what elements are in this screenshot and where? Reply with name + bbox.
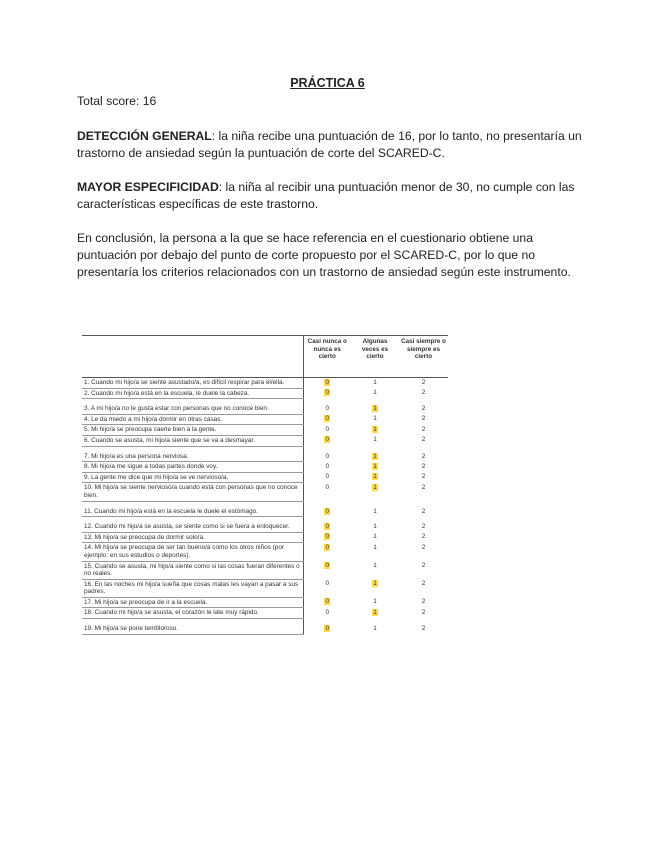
answer-value: 1 (373, 543, 377, 551)
selected-answer-value: 0 (325, 533, 330, 541)
answer-cell (351, 388, 399, 399)
answer-cell (303, 608, 351, 619)
answer-value: 2 (421, 452, 426, 460)
item-text: 8. Mi hijo/a me sigue a todas partes donde voy. (82, 462, 303, 473)
answer-value: 1 (373, 415, 377, 423)
answer-cell (399, 472, 448, 483)
selected-answer-value: 1 (373, 462, 377, 470)
answer-cell (351, 452, 399, 462)
answer-value: 0 (325, 405, 330, 413)
answer-cell (351, 378, 399, 389)
table-row (82, 624, 448, 634)
answer-cell (303, 404, 351, 414)
answer-cell (303, 388, 351, 399)
answer-value: 0 (325, 425, 330, 433)
table-row (82, 425, 448, 436)
answer-value: 1 (373, 389, 377, 397)
table-row (82, 388, 448, 399)
answer-cell (303, 452, 351, 462)
answer-value: 0 (325, 473, 330, 481)
answer-cell (351, 507, 399, 517)
answer-value: 1 (373, 598, 377, 606)
selected-answer-value: 1 (373, 608, 377, 616)
answer-cell (351, 532, 399, 543)
answer-cell (351, 624, 399, 634)
table-row (82, 522, 448, 532)
item-text: 11. Cuando mi hijo/a está en la escuela le duele el estómago. (82, 507, 303, 517)
answer-cell (351, 543, 399, 561)
answer-cell (303, 561, 351, 579)
answer-cell (399, 378, 448, 389)
general-detection-paragraph (77, 128, 582, 162)
answer-cell (399, 404, 448, 414)
selected-answer-value: 0 (325, 389, 330, 397)
answer-cell (303, 597, 351, 608)
answer-value: 1 (373, 436, 377, 444)
item-text: 10. Mi hijo/a se siente nervioso/a cuando está con personas que no conoce bien. (82, 483, 303, 501)
selected-answer-value: 0 (325, 379, 330, 386)
table-row (82, 608, 448, 619)
item-text: 2. Cuando mi hijo/a está en la escuela, le duele la cabeza. (82, 388, 303, 399)
table-row (82, 472, 448, 483)
answer-value: 2 (421, 425, 426, 433)
selected-answer-value: 0 (325, 507, 330, 515)
answer-cell (399, 597, 448, 608)
table-row (82, 414, 448, 425)
selected-answer-value: 0 (325, 543, 330, 551)
answer-cell (351, 425, 399, 436)
answer-value: 2 (421, 562, 426, 569)
table-header-row (82, 336, 448, 378)
answer-cell (303, 522, 351, 532)
selected-answer-value: 0 (325, 598, 330, 606)
answer-cell (303, 543, 351, 561)
page-title: PRÁCTICA 6 (290, 76, 365, 90)
answer-cell (399, 483, 448, 501)
answer-value: 2 (421, 507, 426, 515)
answer-cell (399, 425, 448, 436)
answer-value: 1 (373, 625, 377, 633)
answer-value: 2 (421, 608, 426, 616)
answer-value: 2 (421, 436, 426, 444)
table-row (82, 597, 448, 608)
answer-cell (399, 435, 448, 446)
answer-cell (399, 414, 448, 425)
item-text: 15. Cuando se asusta, mi hijo/a siente como si las cosas fueran diferentes o no reales. (82, 561, 303, 579)
selected-answer-value: 0 (325, 436, 330, 444)
answer-cell (303, 507, 351, 517)
item-text: 16. En las noches mi hijo/a sueña que cosas malas les vayan a pasar a sus padres. (82, 579, 303, 597)
answer-cell (399, 452, 448, 462)
table-row (82, 561, 448, 579)
item-text: 12. Cuando mi hijo/a se asusta, se siente como si se fuera a enloquecer. (82, 522, 303, 532)
item-text: 17. Mi hijo/a se preocupa de ir a la escuela. (82, 597, 303, 608)
answer-cell (303, 435, 351, 446)
answer-cell (303, 472, 351, 483)
answer-cell (399, 507, 448, 517)
item-text: 14. Mi hijo/a se preocupa de ser tan bueno/a como los otros niños (por ejemplo: en sus estudios o deportes). (82, 543, 303, 561)
answer-cell (399, 624, 448, 634)
selected-answer-value: 1 (373, 405, 377, 413)
answer-cell (351, 435, 399, 446)
answer-value: 1 (373, 523, 377, 531)
answer-value: 0 (325, 580, 330, 588)
answer-cell (399, 522, 448, 532)
answer-value: 2 (421, 473, 426, 481)
answer-value: 2 (421, 598, 426, 606)
answer-cell (303, 624, 351, 634)
specificity-label: MAYOR ESPECIFICIDAD (77, 180, 219, 194)
answer-value: 1 (373, 507, 377, 515)
table-row (82, 452, 448, 462)
answer-value: 1 (373, 562, 377, 569)
answer-value: 2 (421, 625, 426, 633)
specificity-paragraph (77, 179, 582, 213)
total-score-line: Total score: 16 (77, 94, 157, 108)
answer-value: 1 (373, 533, 377, 541)
table-row (82, 507, 448, 517)
answer-cell (351, 597, 399, 608)
answer-cell (399, 543, 448, 561)
answer-value: 0 (325, 462, 330, 470)
answer-cell (303, 425, 351, 436)
answer-cell (303, 483, 351, 501)
table-row (82, 483, 448, 501)
item-text: 6. Cuando se asusta, mi hijo/a siente que se va a desmayar. (82, 435, 303, 446)
general-detection-label: DETECCIÓN GENERAL (77, 129, 212, 143)
answer-value: 1 (373, 379, 377, 386)
header-often: Casi siempre o siempre es cierto (399, 336, 448, 378)
answer-cell (351, 522, 399, 532)
item-text: 1. Cuando mi hijo/a se siente asustado/a, es difícil respirar para él/ella. (82, 378, 303, 389)
answer-cell (399, 608, 448, 619)
answer-cell (399, 561, 448, 579)
item-text: 13. Mi hijo/a se preocupa de dormir solo/a. (82, 532, 303, 543)
answer-cell (303, 462, 351, 473)
item-text: 3. A mi hijo/a no le gusta estar con personas que no conoce bien. (82, 404, 303, 414)
table-row (82, 579, 448, 597)
answer-cell (303, 378, 351, 389)
answer-cell (351, 579, 399, 597)
answer-cell (399, 462, 448, 473)
selected-answer-value: 1 (373, 483, 377, 491)
answer-value: 2 (421, 523, 426, 531)
answer-cell (351, 472, 399, 483)
table-body (82, 378, 448, 635)
selected-answer-value: 0 (325, 562, 330, 569)
selected-answer-value: 0 (325, 523, 330, 531)
selected-answer-value: 1 (373, 425, 377, 433)
general-detection-text: : la niña recibe una puntuación de 16, por lo tanto, no presentaría un trastorno de ansiedad según la puntuación de corte del SCARED-C. (77, 129, 582, 160)
answer-value: 0 (325, 483, 330, 491)
answer-value: 0 (325, 452, 330, 460)
answer-value: 2 (421, 415, 426, 423)
answer-cell (351, 404, 399, 414)
answer-cell (351, 414, 399, 425)
selected-answer-value: 1 (373, 452, 377, 460)
table-row (82, 532, 448, 543)
item-text: 18. Cuando mi hijo/a se asusta, el corazón le late muy rápido. (82, 608, 303, 619)
item-text: 9. La gente me dice que mi hijo/a se ve nervioso/a. (82, 472, 303, 483)
conclusion-paragraph: En conclusión, la persona a la que se hace referencia en el cuestionario obtiene una puntuación por debajo del punto de corte propuesto por el SCARED-C, por lo que no presentaría los criterios relacionados con un trastorno de ansiedad según este instrumento. (77, 231, 571, 279)
header-sometimes: Algunas veces es cierto (351, 336, 399, 378)
answer-cell (351, 483, 399, 501)
answer-value: 2 (421, 389, 426, 397)
answer-cell (399, 579, 448, 597)
answer-value: 2 (421, 543, 426, 551)
questionnaire-table (82, 335, 448, 635)
header-never: Casi nunca o nunca es cierto (303, 336, 351, 378)
answer-cell (303, 579, 351, 597)
selected-answer-value: 0 (325, 415, 330, 423)
table-row (82, 462, 448, 473)
item-text: 4. Le da miedo a mi hijo/a dormir en otras casas. (82, 414, 303, 425)
item-text: 19. Mi hijo/a se pone tembloroso. (82, 624, 303, 634)
answer-cell (351, 561, 399, 579)
answer-cell (303, 414, 351, 425)
header-item (82, 336, 303, 378)
answer-cell (303, 532, 351, 543)
specificity-text: : la niña al recibir una puntuación menor de 30, no cumple con las características específicas de este trastorno. (77, 180, 575, 211)
answer-value: 2 (421, 462, 426, 470)
table-row (82, 435, 448, 446)
table-row (82, 543, 448, 561)
answer-value: 2 (421, 580, 426, 588)
answer-value: 2 (421, 483, 426, 491)
table-row (82, 404, 448, 414)
answer-cell (399, 388, 448, 399)
answer-value: 2 (421, 405, 426, 413)
selected-answer-value: 0 (325, 625, 330, 633)
item-text: 5. Mi hijo/a se preocupa caerle bien a la gente. (82, 425, 303, 436)
selected-answer-value: 1 (373, 473, 377, 481)
answer-value: 2 (421, 533, 426, 541)
item-text: 7. Mi hijo/a es una persona nerviosa. (82, 452, 303, 462)
answer-value: 0 (325, 608, 330, 616)
answer-cell (351, 608, 399, 619)
answer-value: 2 (421, 379, 426, 386)
answer-cell (351, 462, 399, 473)
table-row (82, 378, 448, 389)
selected-answer-value: 1 (373, 580, 377, 588)
answer-cell (399, 532, 448, 543)
